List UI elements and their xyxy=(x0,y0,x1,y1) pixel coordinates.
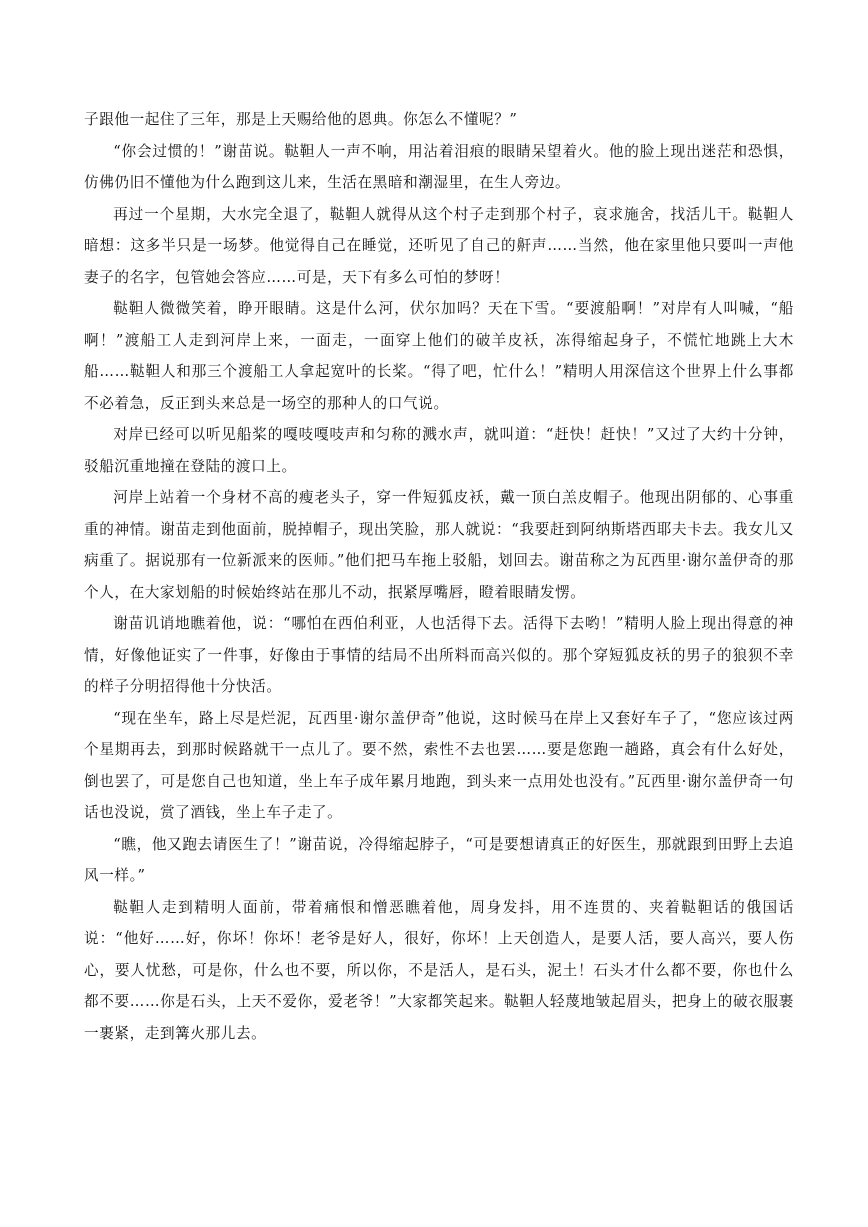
paragraph-8: “现在坐车，路上尽是烂泥，瓦西里·谢尔盖伊奇”他说，这时候马在岸上又套好车子了，“您应该过两个星期再去，到那时候路就干一点儿了。要不然，索性不去也罢……要是您跑一趟路，真会有什么好处，倒也罢了，可是您自己也知道，坐上车子成年累月地跑，到头来一点用处也没有。”瓦西里·谢尔盖伊奇一句话也没说，赏了酒钱，坐上车子走了。 xyxy=(84,709,794,821)
paragraph-2: “你会过惯的！”谢苗说。鞑靼人一声不响，用沾着泪痕的眼睛呆望着火。他的脸上现出迷茫和恐惧，仿佛仍旧不懂他为什么跑到这儿来，生活在黑暗和潮湿里，在生人旁边。 xyxy=(84,142,794,191)
paragraph-7: 谢苗讥诮地瞧着他，说：“哪怕在西伯利亚，人也活得下去。活得下去哟！”精明人脸上现出得意的神情，好像他证实了一件事，好像由于事情的结局不出所料而高兴似的。那个穿短狐皮袄的男子的狼狈不幸的样子分明招得他十分快活。 xyxy=(84,615,794,695)
paragraph-6: 河岸上站着一个身材不高的瘦老头子，穿一件短狐皮袄，戴一顶白羔皮帽子。他现出阴郁的、心事重重的神情。谢苗走到他面前，脱掉帽子，现出笑脸，那人就说：“我要赶到阿纳斯塔西耶夫卡去。我女儿又病重了。据说那有一位新派来的医师。”他们把马车拖上驳船，划回去。谢苗称之为瓦西里·谢尔盖伊奇的那个人，在大家划船的时候始终站在那儿不动，抿紧厚嘴唇，瞪着眼睛发愣。 xyxy=(84,489,794,601)
paragraph-3: 再过一个星期，大水完全退了，鞑靼人就得从这个村子走到那个村子，哀求施舍，找活儿干。鞑靼人暗想：这多半只是一场梦。他觉得自己在睡觉，还听见了自己的鼾声……当然，他在家里他只要叫一声他妻子的名字，包管她会答应……可是，天下有多么可怕的梦呀！ xyxy=(84,205,794,286)
paragraph-10: 鞑靼人走到精明人面前，带着痛恨和憎恶瞧着他，周身发抖，用不连贯的、夹着鞑靼话的俄国话说：“他好……好，你坏！你坏！老爷是好人，很好，你坏！上天创造人，是要人活，要人高兴，要人伤心，要人忧愁，可是你，什么也不要，所以你，不是活人，是石头，泥土！石头才什么都不要，你也什么都不要……你是石头，上天不爱你，爱老爷！”大家都笑起来。鞑靼人轻蔑地皱起眉头，把身上的破衣服裹一裹紧，走到篝火那儿去。 xyxy=(84,898,794,1042)
paragraph-9: “瞧，他又跑去请医生了！”谢苗说，冷得缩起脖子，“可是要想请真正的好医生，那就跟到田野上去追风一样。” xyxy=(84,835,794,884)
paragraph-1: 子跟他一起住了三年，那是上天赐给他的恩典。你怎么不懂呢？” xyxy=(84,111,518,128)
paragraph-4: 鞑靼人微微笑着，睁开眼睛。这是什么河，伏尔加吗？天在下雪。“要渡船啊！”对岸有人叫喊，“船啊！”渡船工人走到河岸上来，一面走，一面穿上他们的破羊皮袄，冻得缩起身子，不慌忙地跳上大木船……鞑靼人和那三个渡船工人拿起宽叶的长桨。“得了吧，忙什么！”精明人用深信这个世界上什么事都不必着急，反正到头来总是一场空的那种人的口气说。 xyxy=(84,300,794,412)
paragraph-5: 对岸已经可以听见船桨的嘎吱嘎吱声和匀称的溅水声，就叫道：“赶快！赶快！”又过了大约十分钟，驳船沉重地撞在登陆的渡口上。 xyxy=(84,426,794,475)
document-body xyxy=(84,104,794,1049)
